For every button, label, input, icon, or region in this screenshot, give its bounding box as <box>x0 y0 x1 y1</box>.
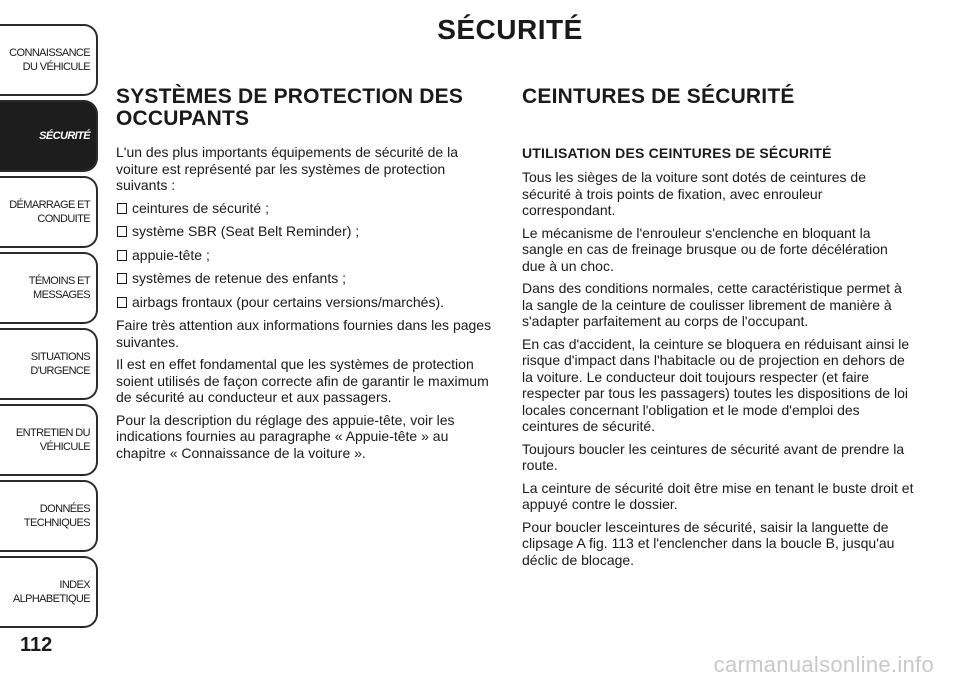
list-item: système SBR (Seat Belt Reminder) ; <box>116 223 496 240</box>
tab-index-alphabetique[interactable]: INDEX ALPHABETIQUE <box>0 556 98 628</box>
paragraph: Pour la description du réglage des appuie-tête, voir les indications fournies au paragraphe « Appuie-tête » au chapitre « Connaissance de la voiture ». <box>116 411 455 461</box>
tab-situations-durgence[interactable]: SITUATIONS D'URGENCE <box>0 328 98 400</box>
paragraph: En cas d'accident, la ceinture se bloquera en réduisant ainsi le risque d'impact dans l'habitacle ou de projection en dehors de la voiture. Le conducteur doit toujours respecter (et faire respecter par tous les passagers) toutes les dispositions de loi locales concernant l'obligation et le mode d'emploi des ceintures de sécurité. <box>522 335 910 434</box>
tab-entretien-du-vehicule[interactable]: ENTRETIEN DU VÉHICULE <box>0 404 98 476</box>
protection-systems-list <box>116 200 496 311</box>
paragraph: Dans des conditions normales, cette caractéristique permet à la sangle de la ceinture de coulisser librement de manière à s'adapter parfaitement au corps de l'occupant. <box>522 280 902 329</box>
paragraph: Faire très attention aux informations fournies dans les pages suivantes. <box>116 317 492 350</box>
paragraph: Le mécanisme de l'enrouleur s'enclenche en bloquant la sangle en cas de freinage brusque ou de forte décélération due à un choc. <box>522 224 888 274</box>
paragraph: Il est en effet fondamental que les systèmes de protection soient utilisés de façon correcte afin de garantir le maximum de sécurité au conducteur et aux passagers. <box>116 356 489 405</box>
left-column <box>116 86 496 467</box>
tab-securite[interactable]: SÉCURITÉ <box>0 100 98 172</box>
paragraph: Pour boucler lesceintures de sécurité, saisir la languette de clipsage A fig. 113 et l'enclencher dans la boucle B, jusqu'au déclic de blocage. <box>522 518 895 568</box>
list-item: airbags frontaux (pour certains versions/marchés). <box>116 294 496 311</box>
list-item: systèmes de retenue des enfants ; <box>116 270 496 287</box>
section-heading-occupant-protection: SYSTÈMES DE PROTECTION DES OCCUPANTS <box>116 85 464 130</box>
paragraph: Tous les sièges de la voiture sont dotés de ceintures de sécurité à trois points de fixation, avec enrouleur correspondant. <box>522 169 866 218</box>
tab-demarrage-et-conduite[interactable]: DÉMARRAGE ET CONDUITE <box>0 176 98 248</box>
page-number: 112 <box>20 634 53 656</box>
right-column <box>522 86 914 574</box>
tab-donnees-techniques[interactable]: DONNÉES TECHNIQUES <box>0 480 98 552</box>
tab-connaissance-du-vehicule[interactable]: CONNAISSANCE DU VÉHICULE <box>0 24 98 96</box>
paragraph: La ceinture de sécurité doit être mise en tenant le buste droit et appuyé contre le dossier. <box>522 479 914 512</box>
tab-temoins-et-messages[interactable]: TÉMOINS ET MESSAGES <box>0 252 98 324</box>
subheading-seat-belt-use: UTILISATION DES CEINTURES DE SÉCURITÉ <box>522 145 832 161</box>
list-item: ceintures de sécurité ; <box>116 200 496 217</box>
list-item: appuie-tête ; <box>116 247 496 264</box>
section-heading-seat-belts: CEINTURES DE SÉCURITÉ <box>522 85 795 108</box>
paragraph: Toujours boucler les ceintures de sécurité avant de prendre la route. <box>522 440 905 473</box>
intro-paragraph: L'un des plus importants équipements de sécurité de la voiture est représenté par les systèmes de protection suivants : <box>116 144 458 193</box>
watermark: carmanualsonline.info <box>713 652 934 677</box>
page-title: SÉCURITÉ <box>437 14 583 45</box>
